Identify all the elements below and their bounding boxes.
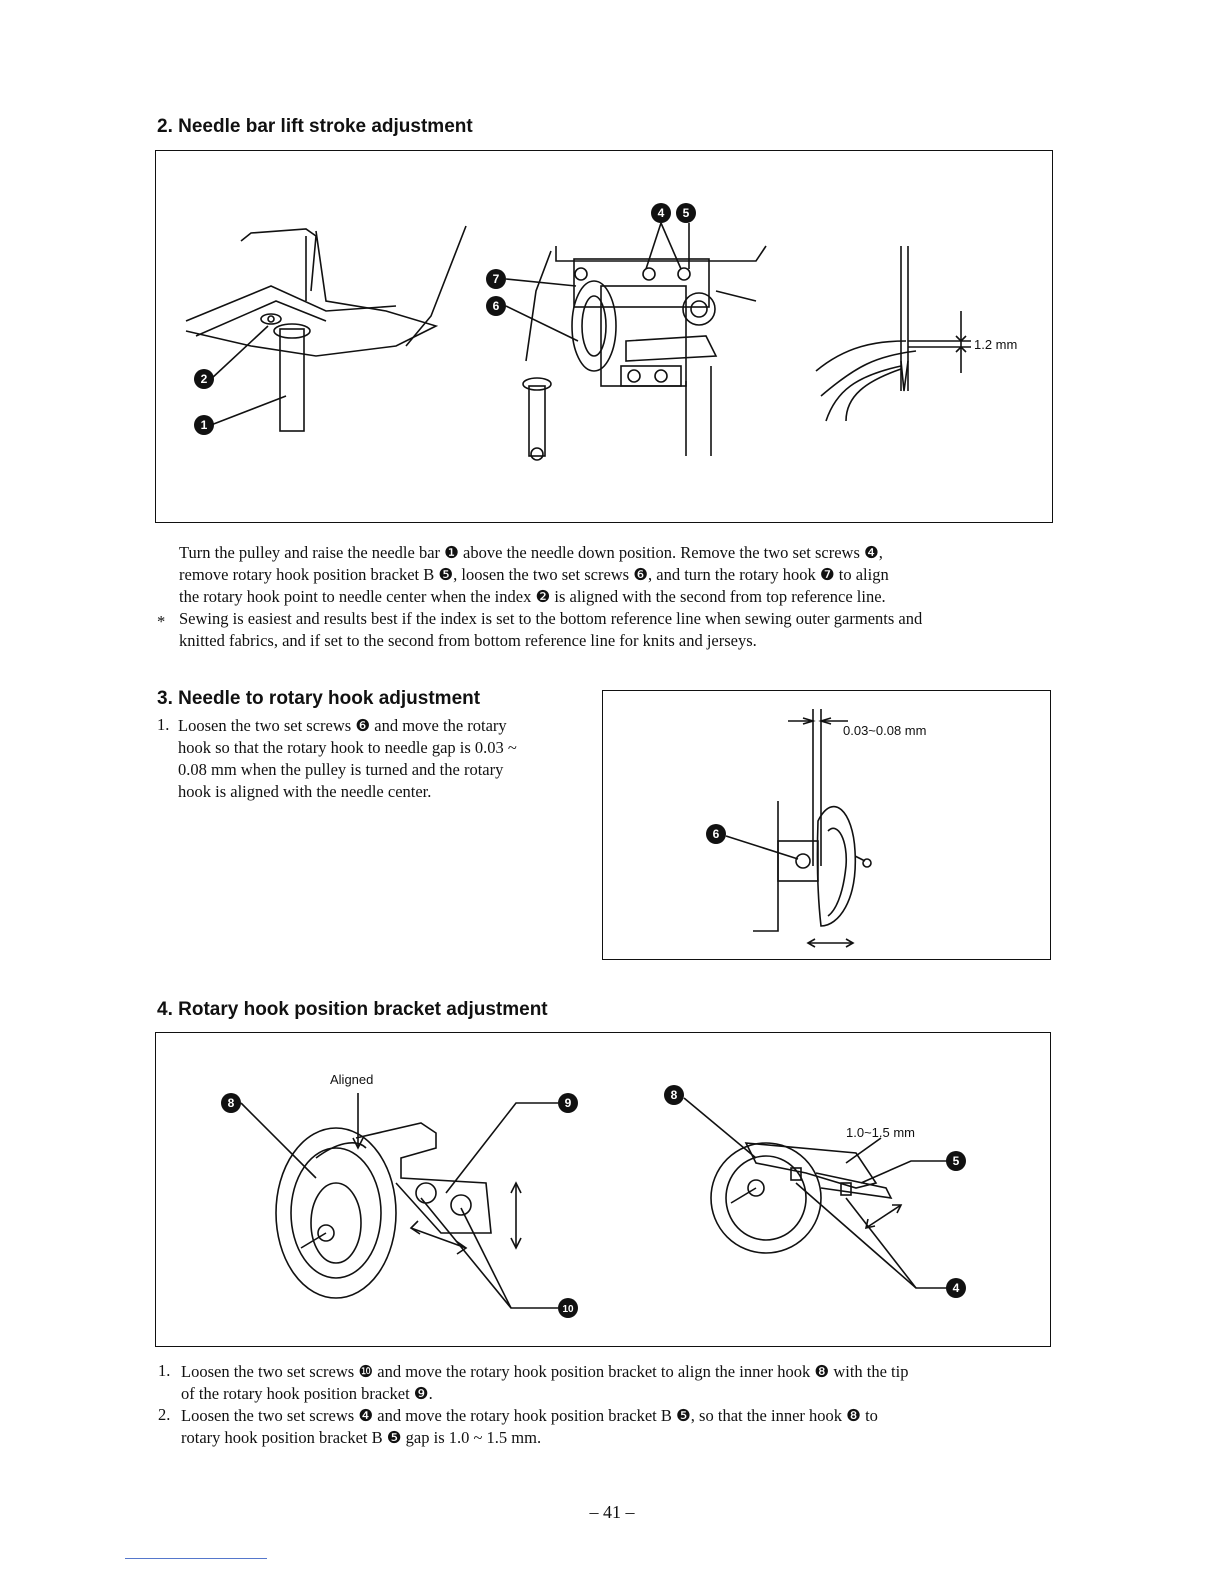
section3-item-number: 1. bbox=[157, 715, 170, 734]
section4-item-1-number: 1. bbox=[158, 1361, 171, 1380]
callout-5-label: 5 bbox=[952, 1154, 960, 1168]
callout-10-label: 10 bbox=[562, 1304, 574, 1315]
section3-line-4: hook is aligned with the needle center. bbox=[178, 782, 432, 801]
section4-item-1-line-1: Loosen the two set screws ❿ and move the rotary hook position bracket to align the inner hook ❽ with the tip bbox=[181, 1362, 909, 1381]
callout-4-label: 4 bbox=[657, 206, 665, 220]
section4-item-2-number: 2. bbox=[158, 1405, 171, 1424]
callout-9-label: 9 bbox=[564, 1096, 572, 1110]
callout-6-label: 6 bbox=[492, 299, 500, 313]
callout-8b-label: 8 bbox=[670, 1088, 678, 1102]
callout-4-label: 4 bbox=[952, 1281, 960, 1295]
callout-markers bbox=[194, 203, 696, 435]
bracket-adjustment-illustration bbox=[156, 1033, 1052, 1348]
callout-8-label: 8 bbox=[227, 1096, 235, 1110]
section2-note-line-2: knitted fabrics, and if set to the second from bottom reference line for knits and jerseys. bbox=[179, 631, 757, 650]
section2-text bbox=[179, 542, 1041, 652]
section4-item-2-text bbox=[181, 1405, 1040, 1449]
callout-1-label: 1 bbox=[200, 418, 208, 432]
section4-item-1-line-2: of the rotary hook position bracket ❾. bbox=[181, 1384, 433, 1403]
section2-line-2: remove rotary hook position bracket B ❺, loosen the two set screws ❻, and turn the rotary hook ❼ to align bbox=[179, 565, 889, 584]
section4-item-2-line-1: Loosen the two set screws ❹ and move the rotary hook position bracket B ❺, so that the inner hook ❽ to bbox=[181, 1406, 878, 1425]
section2-figure bbox=[155, 150, 1053, 523]
section4-item-1-text bbox=[181, 1361, 1040, 1405]
needle-bar-illustration bbox=[156, 151, 1054, 524]
callout-7-label: 7 bbox=[492, 272, 500, 286]
section2-heading: 2. Needle bar lift stroke adjustment bbox=[157, 116, 473, 137]
section2-line-3: the rotary hook point to needle center when the index ❷ is aligned with the second from top reference line. bbox=[179, 587, 886, 606]
callout-2-label: 2 bbox=[200, 372, 208, 386]
needle-hook-gap-illustration bbox=[603, 691, 1052, 961]
callout-markers-section4 bbox=[221, 1085, 966, 1318]
section4-heading: 4. Rotary hook position bracket adjustment bbox=[157, 999, 548, 1020]
section4-figure bbox=[155, 1032, 1051, 1347]
gap-dimension-label: 0.03~0.08 mm bbox=[843, 723, 927, 738]
callout-6-label: 6 bbox=[712, 827, 720, 841]
section4-item-2-line-2: rotary hook position bracket B ❺ gap is 1.0 ~ 1.5 mm. bbox=[181, 1428, 542, 1447]
section3-text bbox=[178, 715, 574, 803]
section3-figure bbox=[602, 690, 1051, 960]
section3-line-2: hook so that the rotary hook to needle gap is 0.03 ~ bbox=[178, 738, 517, 757]
section3-heading: 3. Needle to rotary hook adjustment bbox=[157, 688, 481, 709]
callout-5-label: 5 bbox=[682, 206, 690, 220]
page-number: – 41 – bbox=[589, 1502, 635, 1522]
section2-note-line-1: Sewing is easiest and results best if the index is set to the bottom reference line when sewing outer garments and bbox=[179, 609, 923, 628]
footer-rule bbox=[125, 1558, 267, 1559]
section2-line-1: Turn the pulley and raise the needle bar ❶ above the needle down position. Remove the two set screws ❹, bbox=[179, 543, 883, 562]
aligned-label: Aligned bbox=[330, 1072, 374, 1087]
note-asterisk: * bbox=[157, 612, 166, 631]
section3-line-1: Loosen the two set screws ❻ and move the rotary bbox=[178, 716, 507, 735]
bracket-gap-dimension-label: 1.0~1.5 mm bbox=[846, 1125, 916, 1140]
stroke-dimension-label: 1.2 mm bbox=[974, 337, 1018, 352]
section3-line-3: 0.08 mm when the pulley is turned and the rotary bbox=[178, 760, 504, 779]
